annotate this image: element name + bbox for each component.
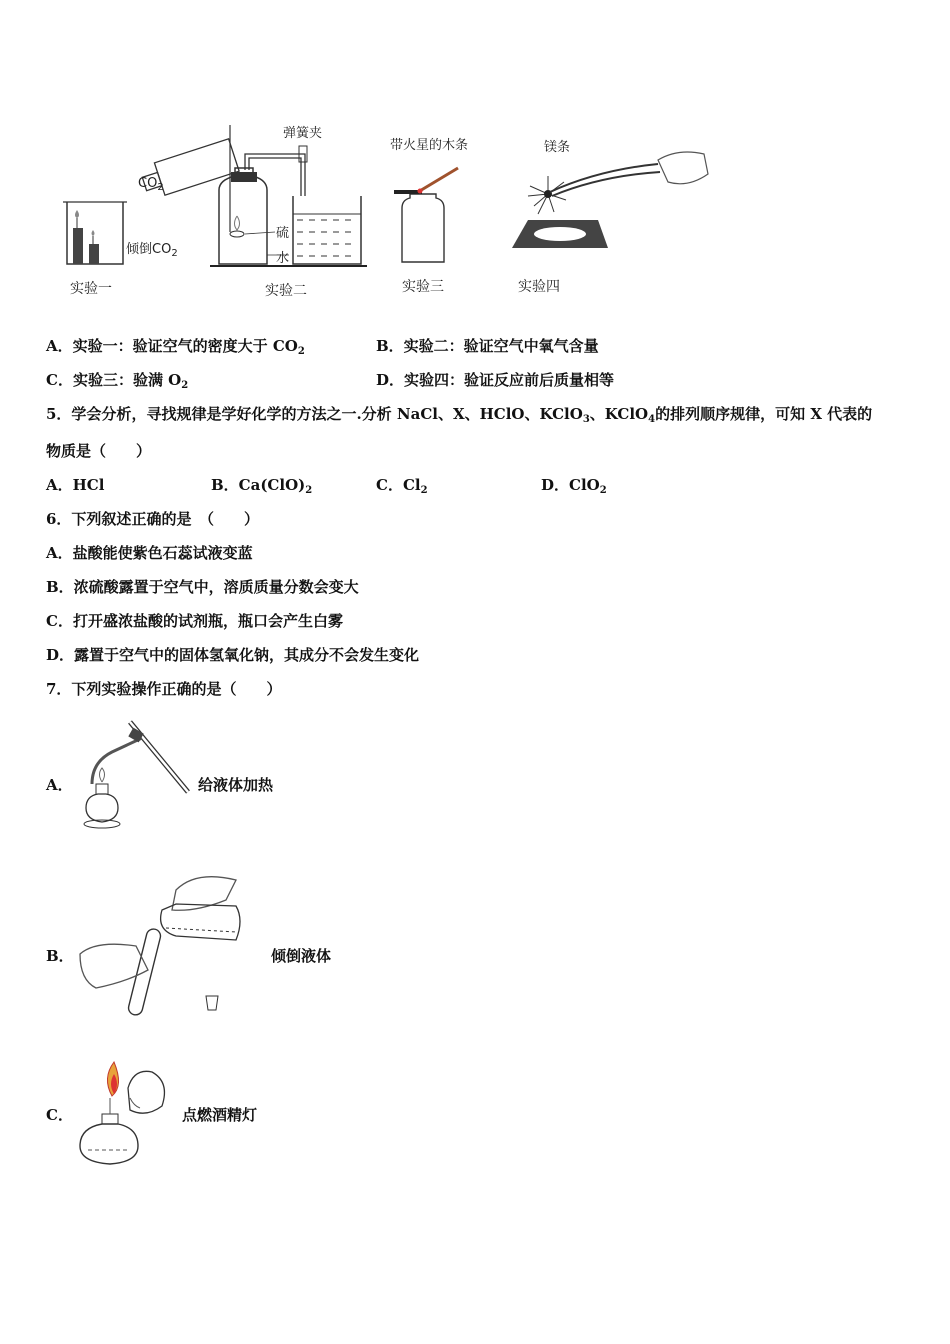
q5-option-d: D．ClO$_2$ [541, 476, 607, 496]
q5-option-a: A．HCl [46, 476, 105, 494]
q4-option-b: B．实验二：验证空气中氧气含量 [376, 337, 599, 355]
q7-option-c-label: 点燃酒精灯 [182, 1106, 258, 1124]
lighting-alcohol-lamp-illustration [74, 1058, 184, 1168]
experiment-2-caption: 实验二 [265, 283, 307, 299]
q7-option-a-label: 给液体加热 [198, 776, 274, 794]
q7-option-a-letter: A． [46, 776, 73, 794]
magnesium-strip-label: 镁条 [544, 140, 571, 155]
water-label: 水 [276, 251, 290, 266]
q7-option-b-letter: B． [46, 947, 74, 965]
q4-option-d: D．实验四：验证反应前后质量相等 [376, 371, 615, 389]
q5-stem-line2: 物质是（ ） [46, 442, 152, 460]
q6-option-b: B．浓硫酸露置于空气中，溶质质量分数会变大 [46, 578, 359, 596]
q7-option-b-label: 倾倒液体 [271, 947, 332, 965]
experiment-3-illustration [390, 150, 500, 270]
q7-stem: 7．下列实验操作正确的是（ ） [46, 680, 282, 698]
experiment-1-caption: 实验一 [70, 281, 112, 297]
pouring-liquid-illustration [76, 870, 246, 1020]
experiment-3-caption: 实验三 [402, 279, 444, 295]
q4-option-a: A．实验一：验证空气的密度大于 $CO_2$ [46, 337, 305, 357]
pour-co2-label: 倾倒$CO_2$ [126, 242, 178, 259]
q4-option-c: C．实验三：验满 $O_2$ [46, 371, 189, 391]
q6-option-c: C．打开盛浓盐酸的试剂瓶，瓶口会产生白雾 [46, 612, 343, 630]
q7-option-c-letter: C． [46, 1106, 73, 1124]
q6-stem: 6．下列叙述正确的是 （ ） [46, 510, 259, 528]
co2-bottle-label: $CO_2$ [138, 176, 164, 193]
q5-option-c: C．$Cl_2$ [376, 476, 428, 496]
heating-liquid-illustration [72, 712, 192, 832]
glowing-splint-label: 带火星的木条 [390, 138, 469, 153]
q5-stem-line1: 5．学会分析，寻找规律是学好化学的方法之一.分析 NaCl、X、HClO、KClO$_3$、KClO$_4$的排列顺序规律，可知 X 代表的 [46, 405, 873, 425]
spring-clamp-label: 弹簧夹 [283, 126, 323, 141]
q5-option-b: B．$Ca(ClO)_2$ [211, 476, 313, 496]
experiment-2-illustration [205, 120, 375, 280]
sulfur-label: 硫 [276, 226, 290, 241]
q6-option-a: A．盐酸能使紫色石蕊试液变蓝 [46, 544, 253, 562]
experiment-4-illustration [508, 130, 708, 260]
q6-option-d: D．露置于空气中的固体氢氧化钠，其成分不会发生变化 [46, 646, 420, 664]
experiment-4-caption: 实验四 [518, 279, 560, 295]
